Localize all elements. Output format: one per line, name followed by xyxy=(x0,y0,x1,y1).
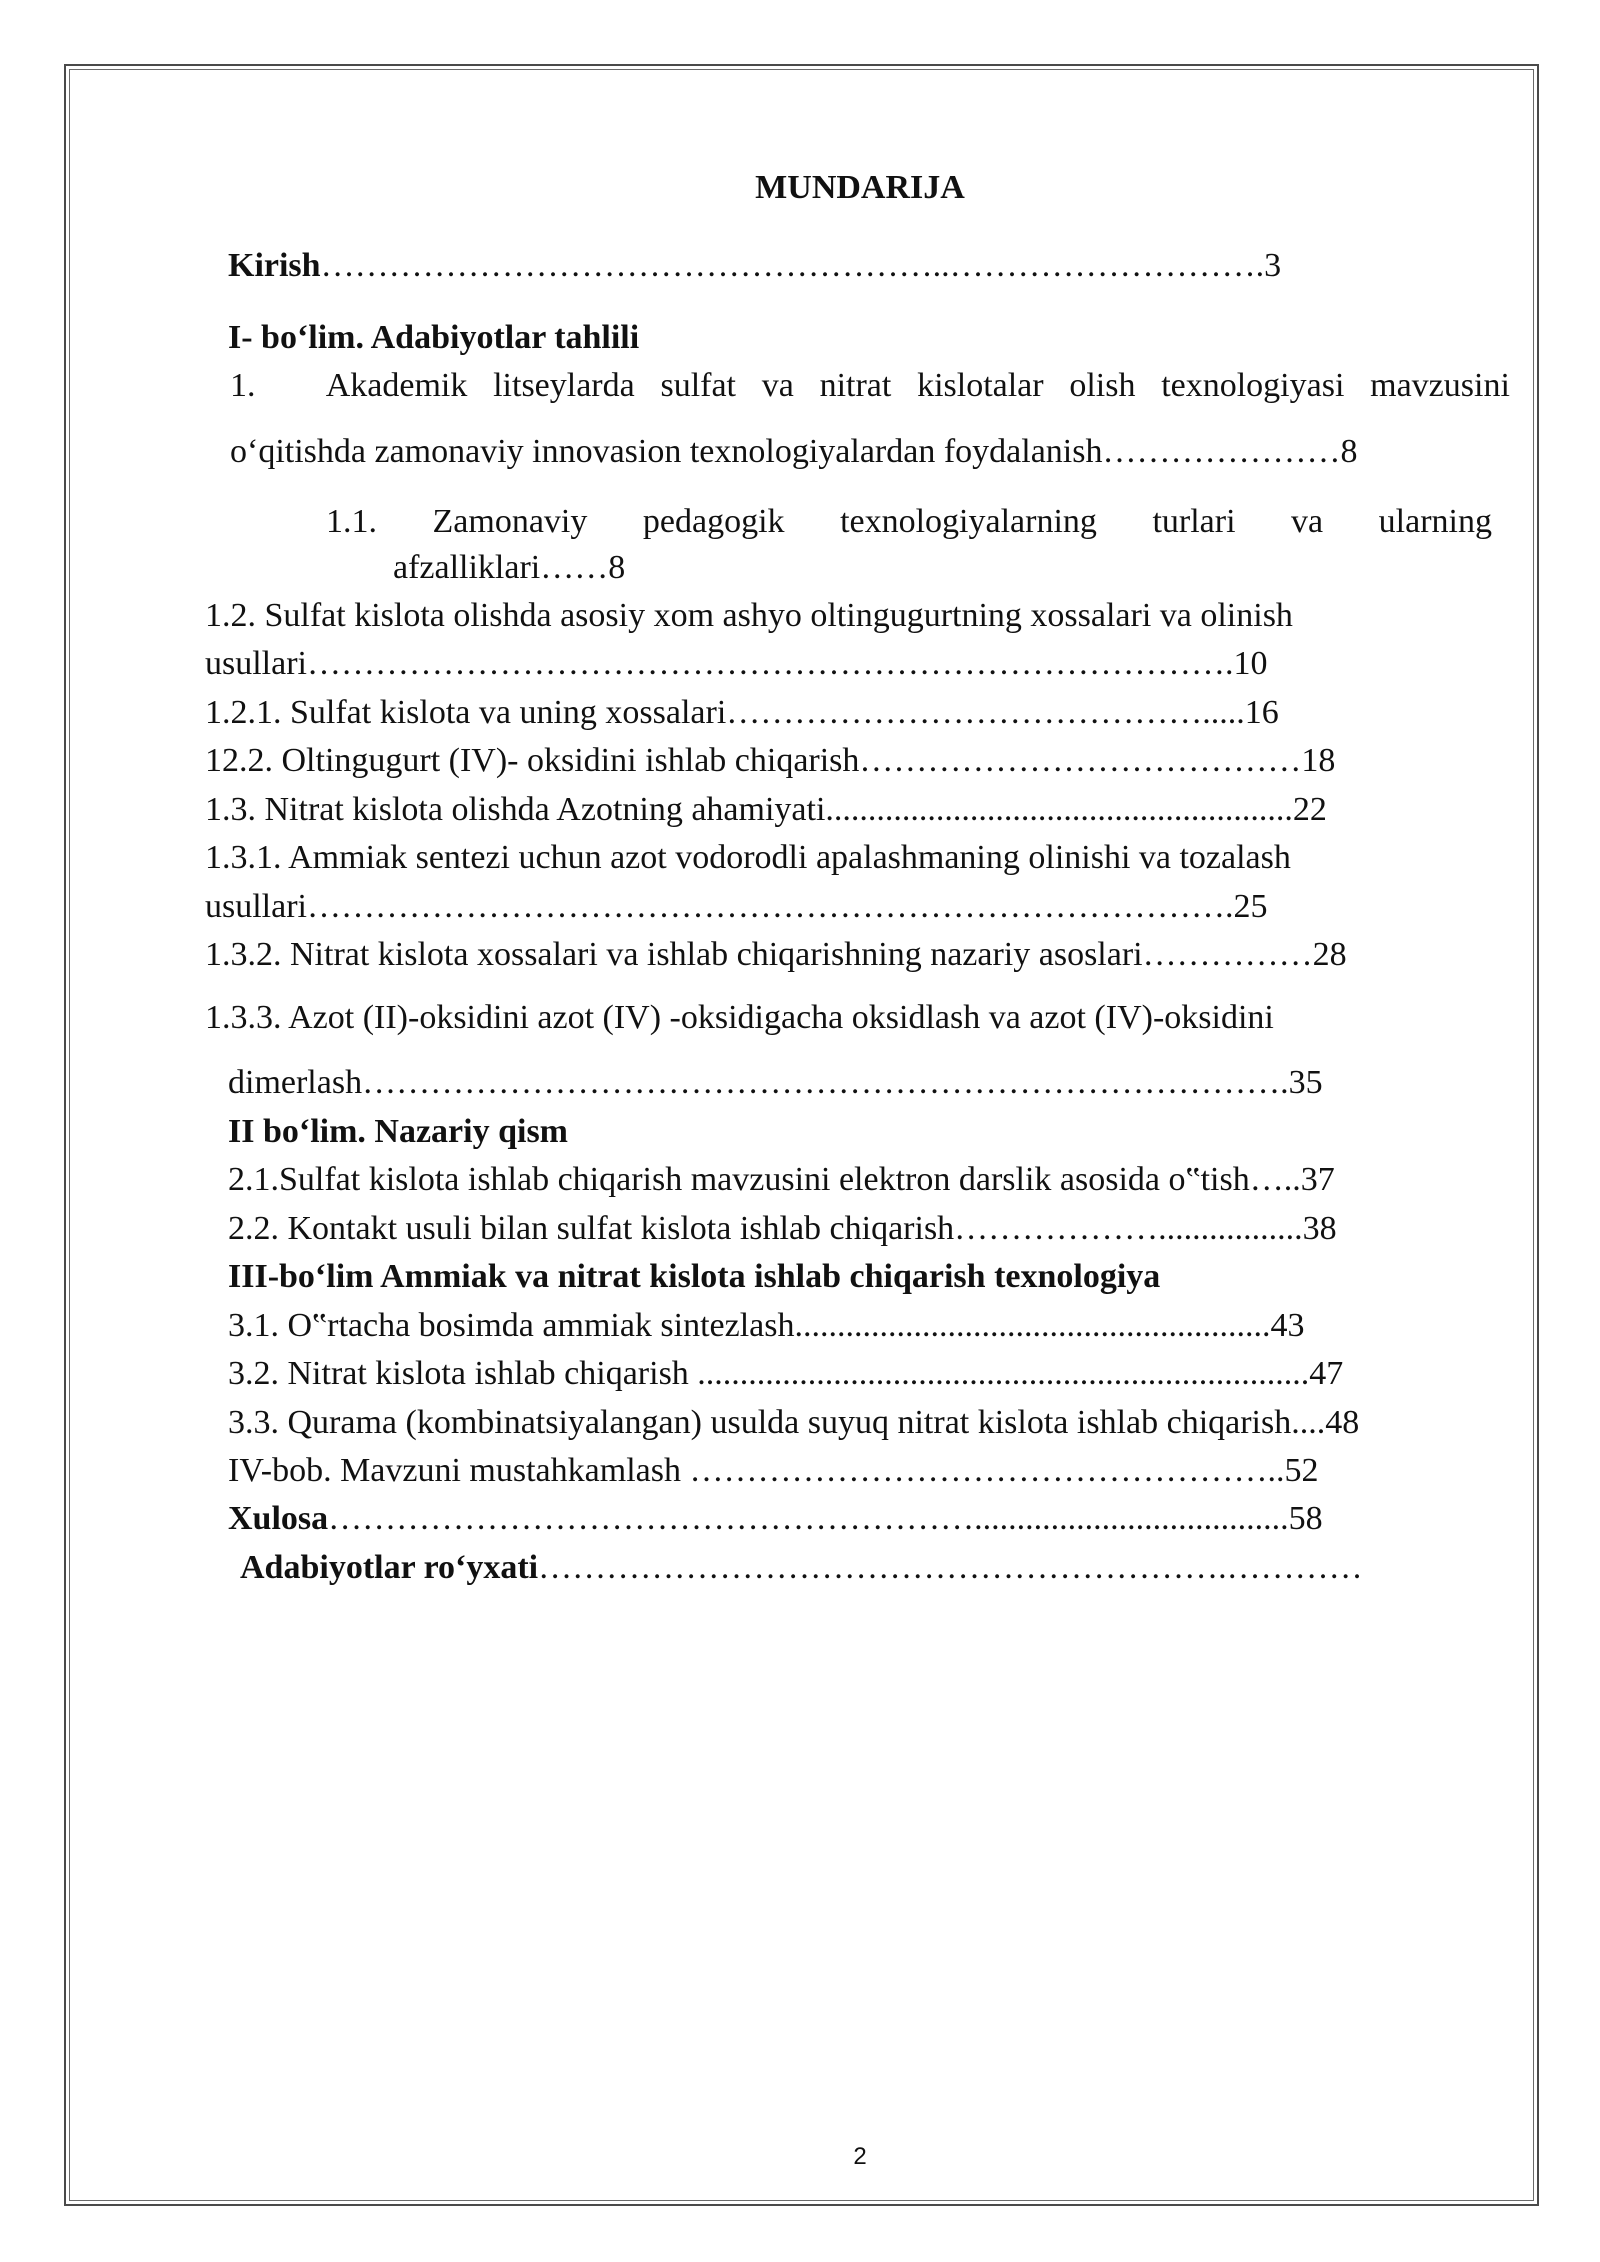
toc-entry-leader: ………………………………………………….....................................58 xyxy=(328,1500,1323,1537)
toc-word: olish xyxy=(1069,367,1136,404)
toc-entry-adabiyotlar xyxy=(240,1548,1363,1588)
section-heading-part1: I- bo‘lim. Adabiyotlar tahlili xyxy=(228,319,640,356)
toc-word: sulfat xyxy=(660,367,737,404)
toc-entry-1-3-1-line1: 1.3.1. Ammiak sentezi uchun azot vodorodli apalashmaning olinishi va tozalash xyxy=(205,839,1291,876)
toc-entry-2-2: 2.2. Kontakt usuli bilan sulfat kislota ishlab chiqarish……………….................38 xyxy=(228,1210,1337,1247)
toc-word: Akademik xyxy=(325,367,468,404)
toc-word: mavzusini xyxy=(1370,367,1510,404)
section-heading-part2: II bo‘lim. Nazariy qism xyxy=(228,1113,568,1150)
toc-entry-1-3: 1.3. Nitrat kislota olishda Azotning ahamiyati.......................................................22 xyxy=(205,791,1327,828)
toc-entry-3-2: 3.2. Nitrat kislota ishlab chiqarish ........................................................................47 xyxy=(228,1355,1344,1392)
toc-word: kislotalar xyxy=(917,367,1044,404)
toc-entry-kirish xyxy=(228,246,1281,286)
toc-entry-1-2-line1: 1.2. Sulfat kislota olishda asosiy xom ashyo oltingugurtning xossalari va olinish xyxy=(205,597,1293,634)
toc-entry-label: Xulosa xyxy=(228,1500,329,1537)
toc-entry-1-3-1-line2: usullari……………………………………………………………………….25 xyxy=(205,888,1268,925)
toc-word: texnologiyalarning xyxy=(840,503,1097,540)
toc-entry-1-3-3-line2: dimerlash……………………………………………………………………….35 xyxy=(228,1064,1323,1101)
toc-word: texnologiyasi xyxy=(1161,367,1345,404)
toc-word: Zamonaviy xyxy=(432,503,588,540)
toc-word: nitrat xyxy=(819,367,892,404)
toc-entry-1-1-line1 xyxy=(326,502,1492,542)
page-number: 2 xyxy=(853,2143,867,2170)
toc-entry-number: 1.1. xyxy=(326,503,377,540)
toc-word: litseylarda xyxy=(493,367,635,404)
toc-entry-1-line1 xyxy=(230,366,1510,406)
toc-entry-leader: …………………………………………………….………… xyxy=(538,1549,1363,1586)
toc-entry-12-2: 12.2. Oltingugurt (IV)- oksidini ishlab chiqarish…………………………………18 xyxy=(205,742,1336,779)
toc-entry-1-2-line2: usullari……………………………………………………………………….10 xyxy=(205,645,1268,682)
toc-entry-xulosa xyxy=(228,1499,1323,1539)
toc-entry-label: Adabiyotlar ro‘yxati xyxy=(240,1549,539,1586)
toc-word: va xyxy=(761,367,794,404)
toc-entry-1-3-3-line1: 1.3.3. Azot (II)-oksidini azot (IV) -oksidigacha oksidlash va azot (IV)-oksidini xyxy=(205,999,1274,1036)
toc-entry-part4: IV-bob. Mavzuni mustahkamlash ……………………………………………..52 xyxy=(228,1452,1319,1489)
toc-word: va xyxy=(1291,503,1324,540)
toc-entry-leader: ………………………………………………..……………………….3 xyxy=(320,247,1282,284)
document-title: MUNDARIJA xyxy=(755,169,965,206)
toc-word: pedagogik xyxy=(642,503,785,540)
toc-entry-1-3-2: 1.3.2. Nitrat kislota xossalari va ishlab chiqarishning nazariy asoslari……………28 xyxy=(205,936,1347,973)
toc-entry-1-1-line2: afzalliklari……8 xyxy=(393,549,626,586)
section-heading-part3: III-bo‘lim Ammiak va nitrat kislota ishlab chiqarish texnologiya xyxy=(228,1258,1161,1295)
toc-word: turlari xyxy=(1152,503,1236,540)
toc-entry-2-1: 2.1.Sulfat kislota ishlab chiqarish mavzusini elektron darslik asosida o‟tish…..37 xyxy=(228,1161,1335,1198)
toc-entry-1-line2: o‘qitishda zamonaviy innovasion texnologiyalardan foydalanish…………………8 xyxy=(230,433,1358,470)
toc-entry-3-3: 3.3. Qurama (kombinatsiyalangan) usulda suyuq nitrat kislota ishlab chiqarish....48 xyxy=(228,1404,1360,1441)
toc-word: ularning xyxy=(1378,503,1492,540)
toc-entry-label: Kirish xyxy=(228,247,321,284)
toc-entry-number: 1. xyxy=(230,367,256,404)
toc-entry-3-1: 3.1. O‟rtacha bosimda ammiak sintezlash........................................................43 xyxy=(228,1307,1305,1344)
toc-entry-1-2-1: 1.2.1. Sulfat kislota va uning xossalari…………………………………….....16 xyxy=(205,694,1279,731)
